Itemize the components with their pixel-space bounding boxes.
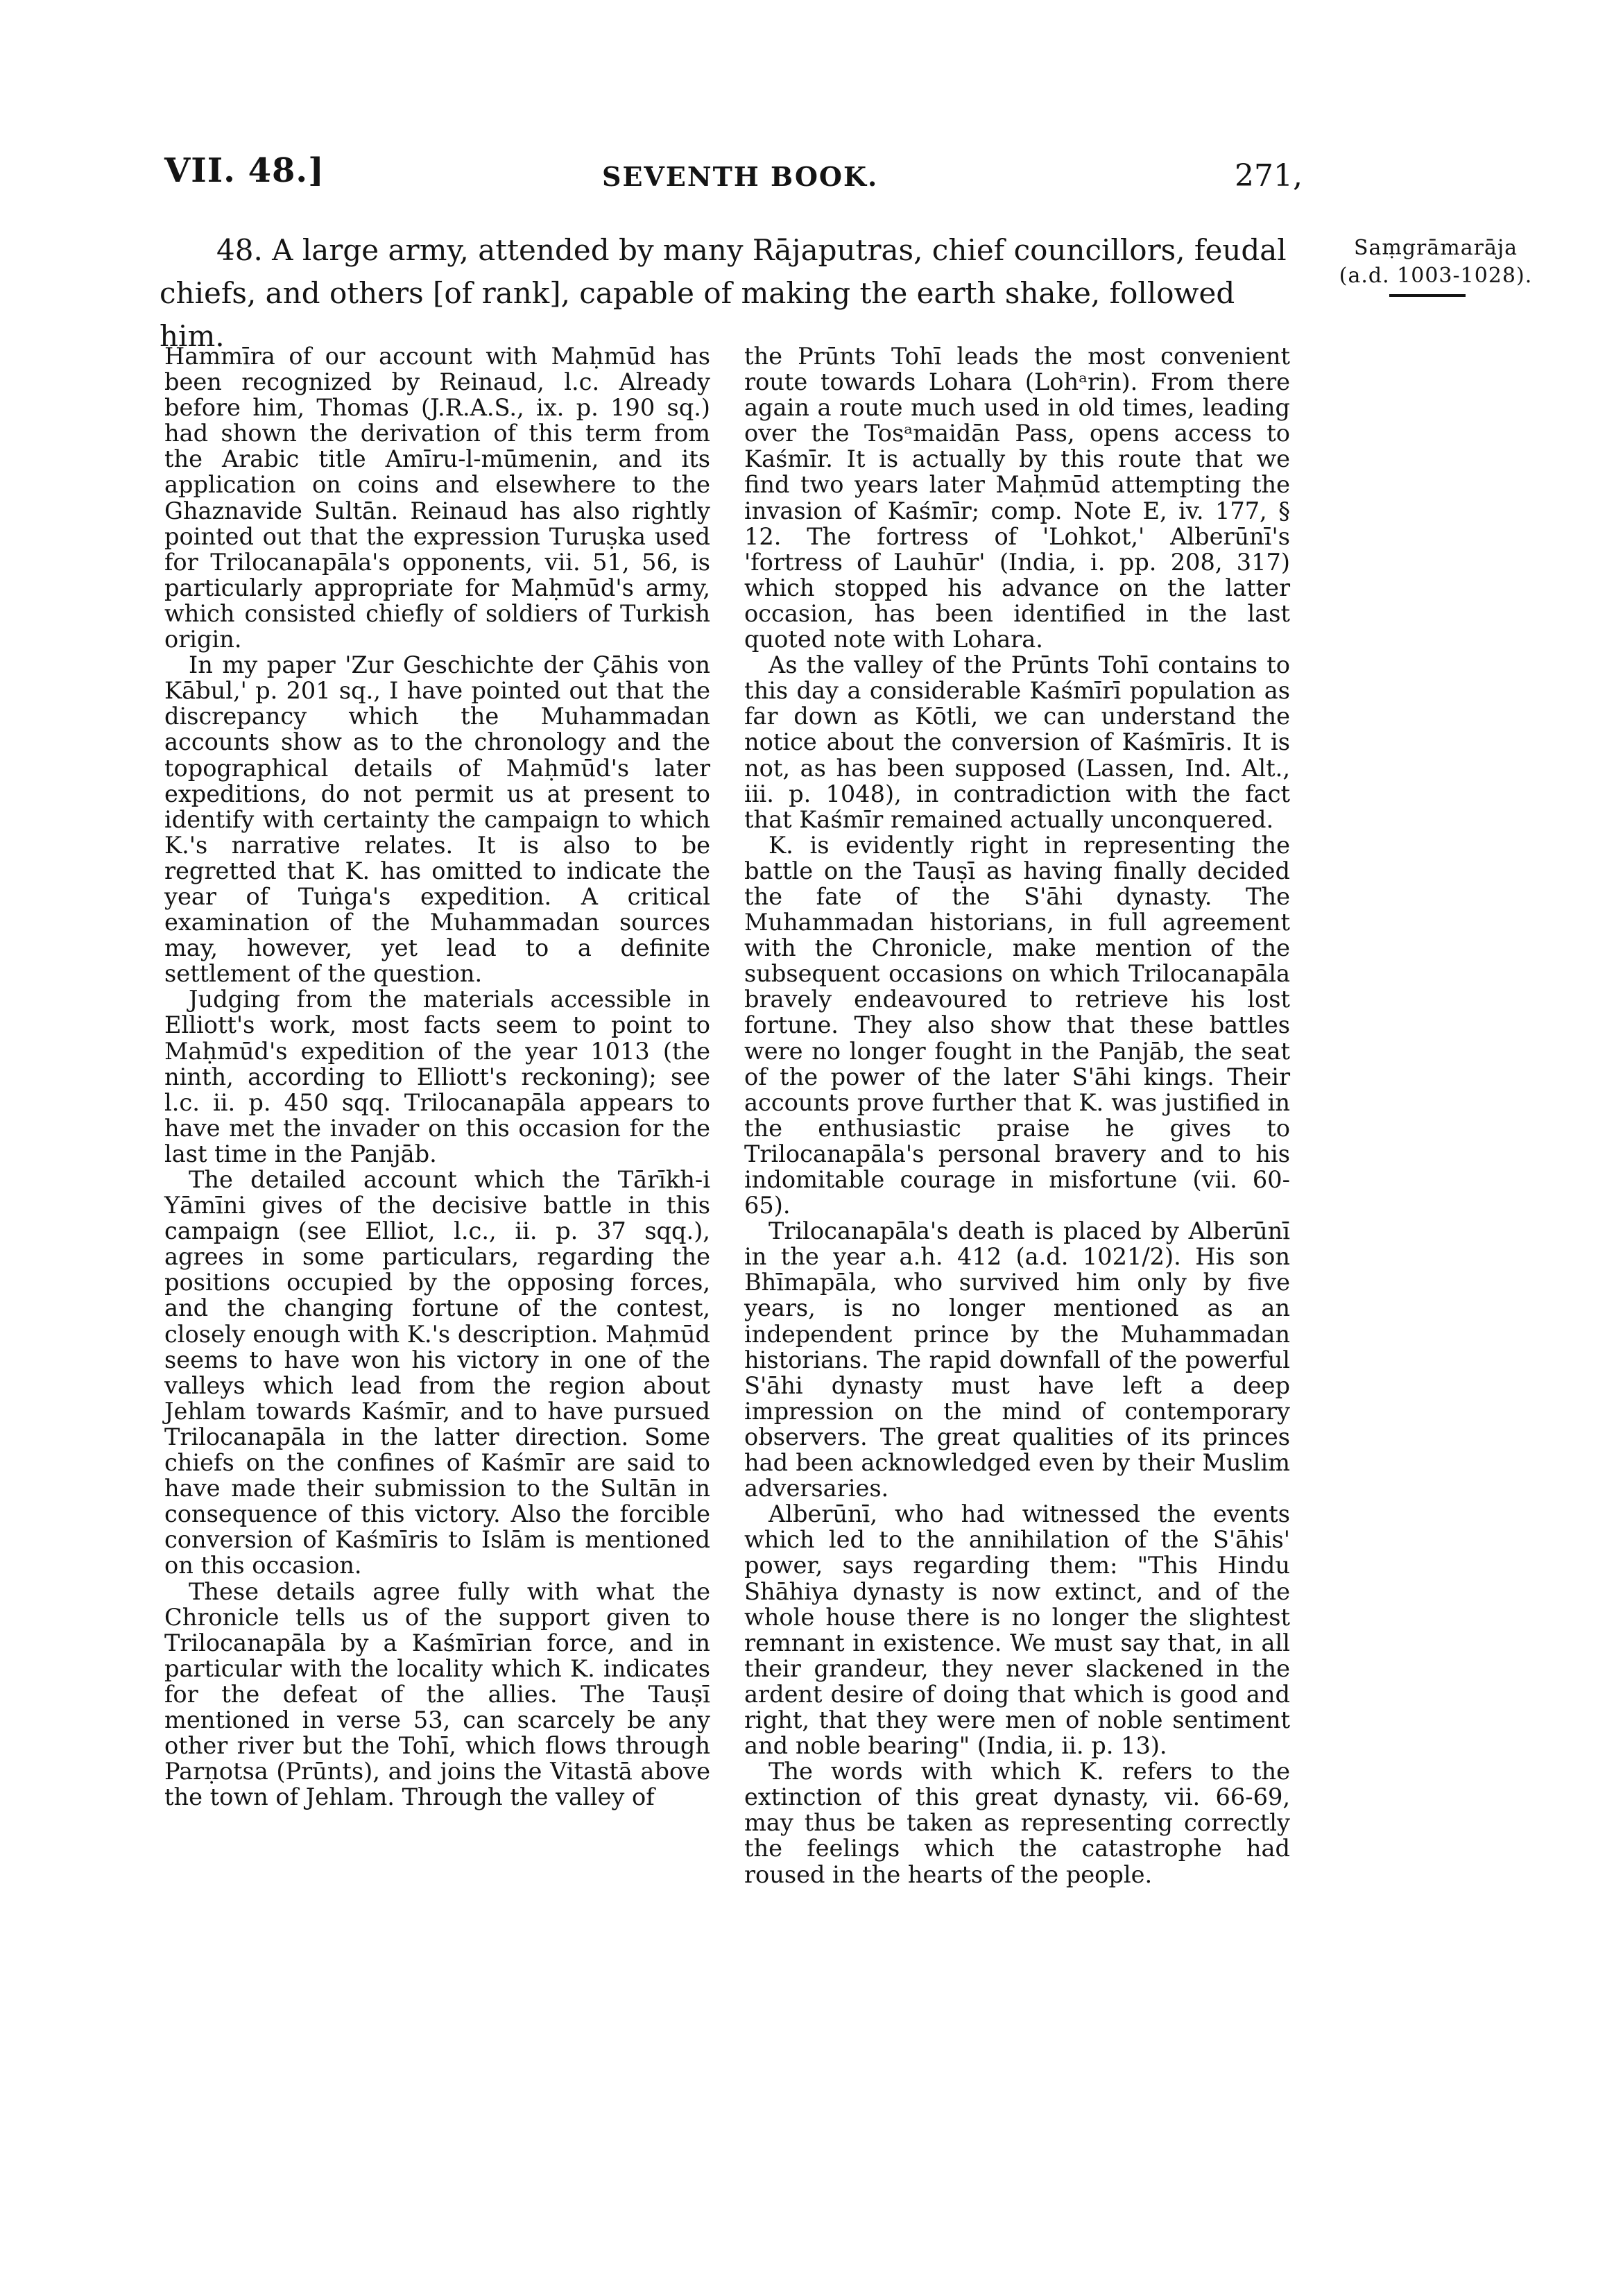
note-paragraph: K. is evidently right in representing the battle on the Tauṣī as having finally decided the fate of the S'āhi dynasty. The Muhammadan historians, in full agreement with the Chronicle, make mention of the subsequent occasions on which Trilocanapāla bravely endeavoured to retrieve his lost fortune. They also show that these battles were no longer fought in the Panjāb, the seat of the power of the later S'āhi kings. Their accounts prove further that K. was justified in the enthusiastic praise he gives to Trilocanapāla's personal bravery and to his indomitable courage in misfortune (vii. 60-65). [744, 831, 1290, 1219]
note-paragraph: These details agree fully with what the Chronicle tells us of the support given to Trilocanapāla by a Kaśmīrian force, and in particular with the locality which K. indicates for the defeat of the allies. The Tauṣī mentioned in verse 53, can scarcely be any other river but the Tohī, which flows through Parṇotsa (Prūnts), and joins the Vitastā above the town of Jehlam. Through the valley of [164, 1577, 710, 1811]
notes-left-column [164, 343, 710, 1810]
note-paragraph: Alberūnī, who had witnessed the events which led to the annihilation of the S'āhis' power, says regarding them: "This Hindu Shāhiya dynasty is now extinct, and of the whole house there is no longer the slightest remnant in existence. We must say that, in all their grandeur, they never slackened in the ardent desire of doing that which is good and right, that they were men of noble sentiment and noble bearing" (India, ii. p. 13). [744, 1500, 1290, 1760]
note-paragraph: Hammīra of our account with Maḥmūd has been recognized by Reinaud, l.c. Already before him, Thomas (J.R.A.S., ix. p. 190 sq.) had shown the derivation of this term from the Arabic title Amīru-l-mūmenin, and its application on coins and elsewhere to the Ghaznavide Sultān. Reinaud has also rightly pointed out that the expression Turuṣka used for Trilocanapāla's opponents, vii. 51, 56, is particularly appropriate for Maḥmūd's army, which consisted chiefly of soldiers of Turkish origin. [164, 343, 710, 653]
notes-right-column [744, 343, 1290, 1887]
verse-48: 48. A large army, attended by many Rājaputras, chief councillors, feudal chiefs, and others [of rank], capable of making the earth shake, followed him. [160, 233, 1287, 353]
note-paragraph: the Prūnts Tohī leads the most convenient route towards Lohara (Lohᵃrin). From there again a route much used in old times, leading over the Tosᵃmaidān Pass, opens access to Kaśmīr. It is actually by this route that we find two years later Maḥmūd attempting the invasion of Kaśmīr; comp. Note E, iv. 177, § 12. The fortress of 'Lohkot,' Alberūnī's 'fortress of Lauhūr' (India, i. pp. 208, 317) which stopped his advance on the latter occasion, has been identified in the last quoted note with Lohara. [744, 343, 1290, 653]
marginal-note-king: Saṃgrāmarāja [1353, 236, 1518, 260]
page-number: 271, [1235, 158, 1303, 194]
note-paragraph: Judging from the materials accessible in Elliott's work, most facts seem to point to Maḥmūd's expedition of the year 1013 (the ninth, according to Elliott's reckoning); see l.c. ii. p. 450 sqq. Trilocanapāla appears to have met the invader on this occasion for the last time in the Panjāb. [164, 986, 710, 1167]
marginal-note [1335, 234, 1536, 290]
note-paragraph: Trilocanapāla's death is placed by Alberūnī in the year a.h. 412 (a.d. 1021/2). His son Bhīmapāla, who survived him only by five years, is no longer mentioned as an independent prince by the Muhammadan historians. The rapid downfall of the powerful S'āhi dynasty must have left a deep impression on the mind of contemporary observers. The great qualities of its princes had been acknowledged even by their Muslim adversaries. [744, 1217, 1290, 1502]
note-paragraph: The detailed account which the Tārīkh-i Yāmīni gives of the decisive battle in this campaign (see Elliot, l.c., ii. p. 37 sqq.), agrees in some particulars, regarding the positions occupied by the opposing forces, and the changing fortune of the contest, closely enough with K.'s description. Maḥmūd seems to have won his victory in one of the valleys which lead from the region about Jehlam towards Kaśmīr, and to have pursued Trilocanapāla in the latter direction. Some chiefs on the confines of Kaśmīr are said to have made their submission to the Sultān in consequence of this victory. Also the forcible conversion of Kaśmīris to Islām is mentioned on this occasion. [164, 1166, 710, 1579]
note-paragraph: As the valley of the Prūnts Tohī contains to this day a considerable Kaśmīrī population as far down as Kōtli, we can understand the notice about the conversion of Kaśmīris. It is not, as has been supposed (Lassen, Ind. Alt., iii. p. 1048), in contradiction with the fact that Kaśmīr remained actually unconquered. [744, 651, 1290, 833]
marginal-note-dates: (a.d. 1003-1028). [1339, 264, 1533, 288]
running-title: SEVENTH BOOK. [602, 161, 879, 192]
note-paragraph: In my paper 'Zur Geschichte der Çāhis von Kābul,' p. 201 sq., I have pointed out that the discrepancy which the Muhammadan accounts show as to the chronology and the topographical details of Maḥmūd's later expeditions, do not permit us at present to identify with certainty the campaign to which K.'s narrative relates. It is also to be regretted that K. has omitted to indicate the year of Tuṅga's expedition. A critical examination of the Muhammadan sources may, however, yet lead to a definite settlement of the question. [164, 651, 710, 988]
marginal-rule [1389, 294, 1466, 297]
note-paragraph: The words with which K. refers to the extinction of this great dynasty, vii. 66-69, may thus be taken as representing correctly the feelings which the catastrophe had roused in the hearts of the people. [744, 1758, 1290, 1888]
section-reference: VII. 48.] [164, 151, 325, 190]
